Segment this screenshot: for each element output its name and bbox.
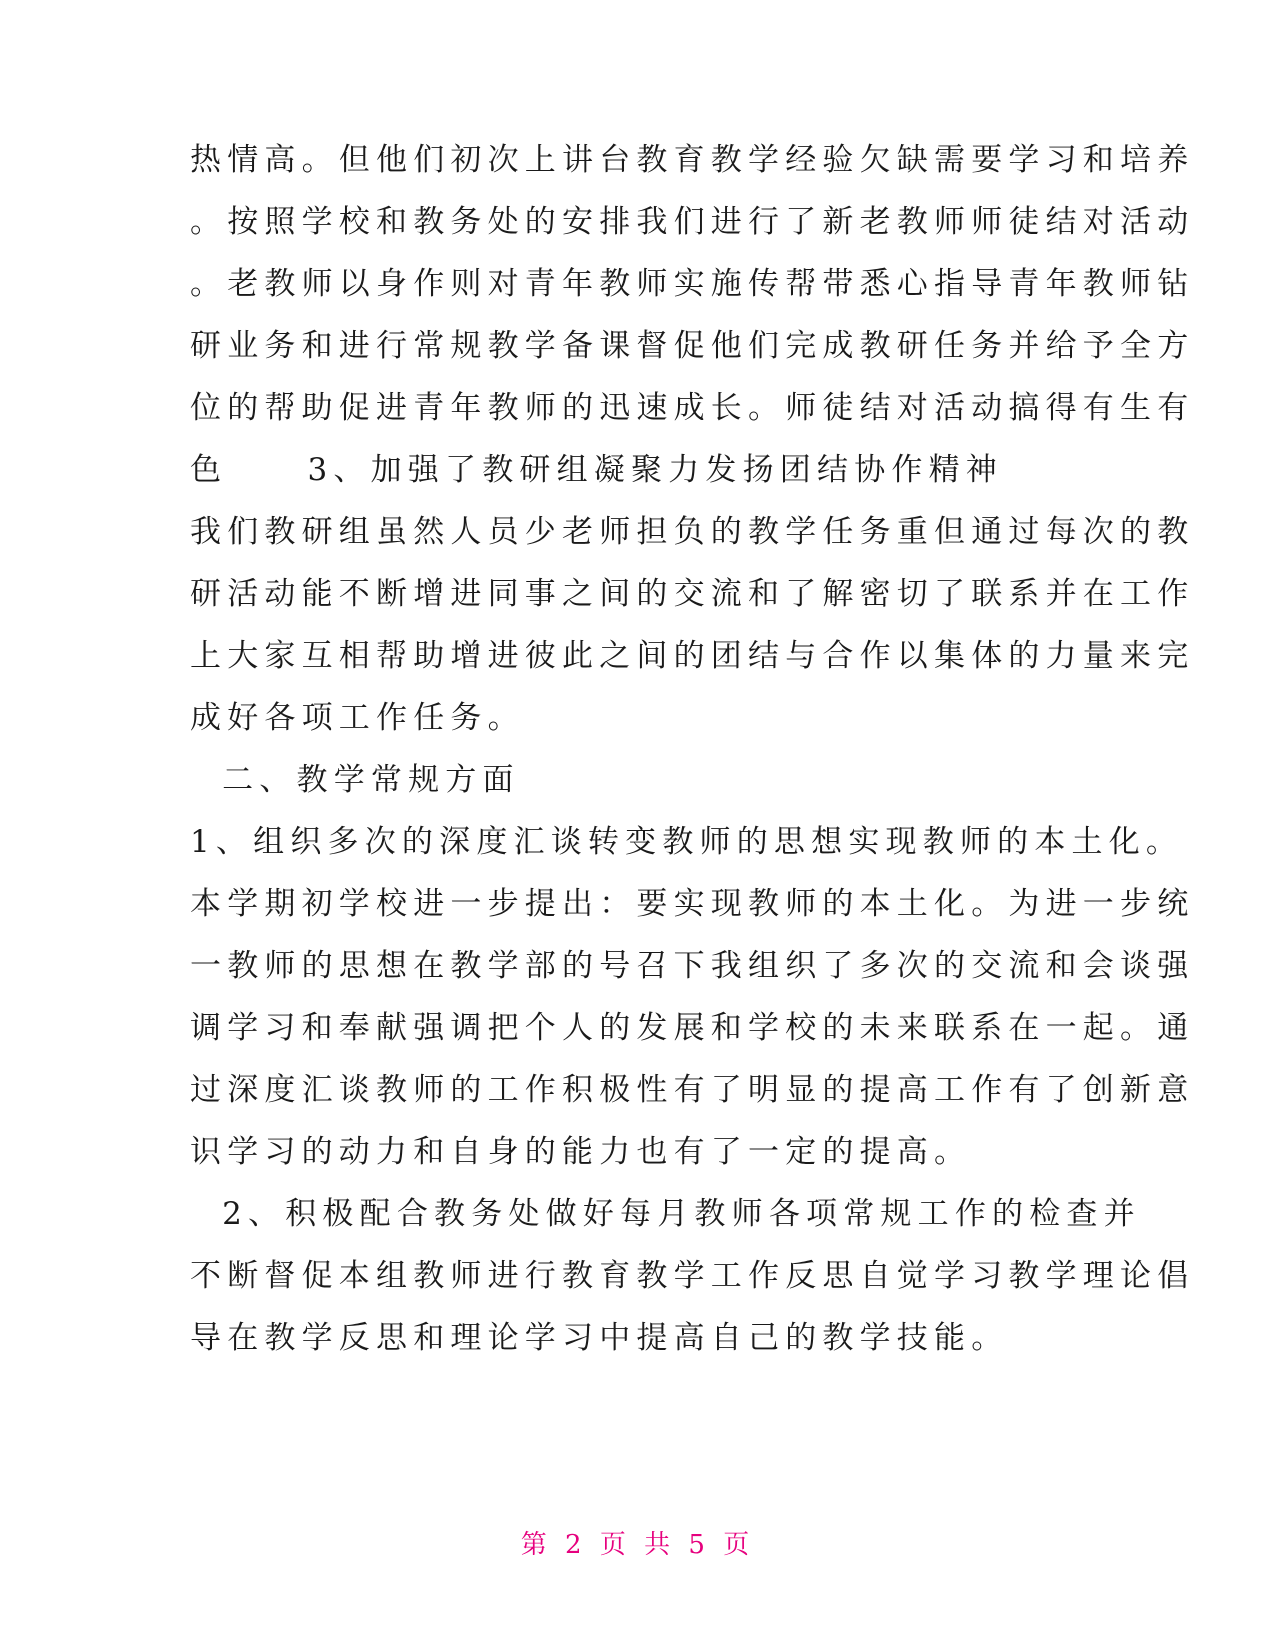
body-line: 1、组织多次的深度汇谈转变教师的思想实现教师的本土化。 (190, 824, 1184, 860)
body-line: 热情高。但他们初次上讲台教育教学经验欠缺需要学习和培养 (190, 142, 1195, 178)
body-line: 位的帮助促进青年教师的迅速成长。师徒结对活动搞得有生有 (190, 390, 1195, 426)
body-line: 。按照学校和教务处的安排我们进行了新老教师师徒结对活动 (190, 204, 1195, 240)
body-line: 色 3、加强了教研组凝聚力发扬团结协作精神 (190, 452, 1003, 488)
body-line: 导在教学反思和理论学习中提高自己的教学技能。 (190, 1320, 1009, 1356)
section-heading: 二、教学常规方面 (190, 762, 520, 798)
body-line: 识学习的动力和自身的能力也有了一定的提高。 (190, 1134, 972, 1170)
body-line: 成好各项工作任务。 (190, 700, 525, 736)
page-number-footer: 第 2 页 共 5 页 (520, 1530, 755, 1560)
body-line: 不断督促本组教师进行教育教学工作反思自觉学习教学理论倡 (190, 1258, 1195, 1294)
body-line: 一教师的思想在教学部的号召下我组织了多次的交流和会谈强 (190, 948, 1195, 984)
body-line: 过深度汇谈教师的工作积极性有了明显的提高工作有了创新意 (190, 1072, 1195, 1108)
body-line: 研活动能不断增进同事之间的交流和了解密切了联系并在工作 (190, 576, 1195, 612)
body-line: 。老教师以身作则对青年教师实施传帮带悉心指导青年教师钻 (190, 266, 1195, 302)
body-line: 我们教研组虽然人员少老师担负的教学任务重但通过每次的教 (190, 514, 1195, 550)
body-line: 调学习和奉献强调把个人的发展和学校的未来联系在一起。通 (190, 1010, 1195, 1046)
body-line: 研业务和进行常规教学备课督促他们完成教研任务并给予全方 (190, 328, 1195, 364)
body-line: 2、积极配合教务处做好每月教师各项常规工作的检查并 (190, 1196, 1141, 1232)
body-line: 本学期初学校进一步提出：要实现教师的本土化。为进一步统 (190, 886, 1195, 922)
body-line: 上大家互相帮助增进彼此之间的团结与合作以集体的力量来完 (190, 638, 1195, 674)
